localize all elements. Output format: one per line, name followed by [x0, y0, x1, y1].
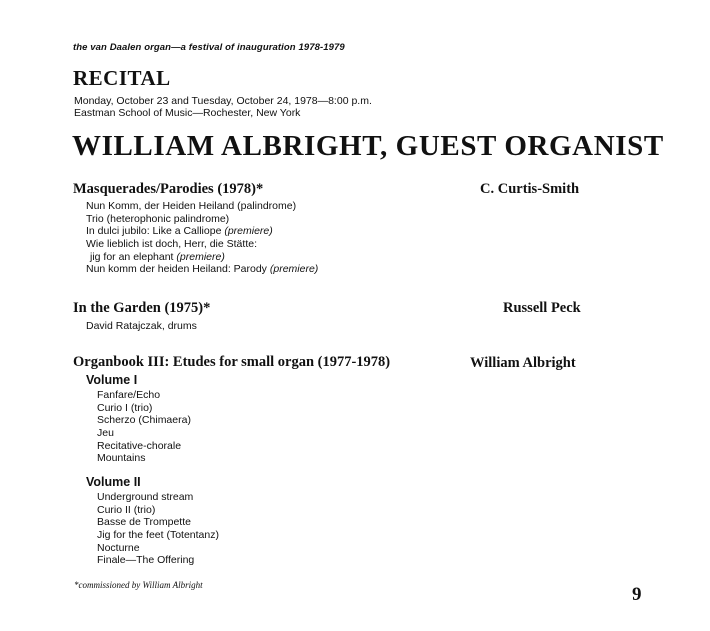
premiere-note: (premiere): [224, 225, 273, 238]
list-item: Jig for the feet (Totentanz): [97, 529, 219, 542]
volume-1-label: Volume I: [86, 373, 138, 387]
volume-2-label: Volume II: [86, 475, 141, 489]
list-item: Underground stream: [97, 491, 194, 503]
list-item: Finale—The Offering: [97, 554, 195, 567]
list-item: Nocturne: [97, 541, 140, 554]
venue-line: Eastman School of Music—Rochester, New York: [74, 106, 301, 119]
event-details: [74, 96, 372, 119]
list-item: Recitative-chorale: [97, 439, 182, 452]
dates-line: Monday, October 23 and Tuesday, October 24, 1978—8:00 p.m.: [74, 95, 372, 107]
premiere-note: (premiere): [176, 250, 225, 263]
list-item: Trio (heterophonic palindrome): [86, 212, 230, 225]
work-title-organbook: Organbook III: Etudes for small organ (1977-1978): [73, 354, 391, 370]
list-item: Mountains: [97, 452, 146, 465]
work-title-masquerades: Masquerades/Parodies (1978)*: [73, 181, 264, 197]
composer-albright: William Albright: [470, 355, 576, 371]
list-item: jig for an elephant (premiere): [90, 250, 225, 263]
list-item: Wie lieblich ist doch, Herr, die Stätte:: [86, 238, 257, 251]
section-title: RECITAL: [73, 66, 171, 90]
list-item: David Ratajczak, drums: [86, 320, 197, 332]
list-item: In dulci jubilo: Like a Calliope (premiere): [86, 225, 273, 238]
list-item: Basse de Trompette: [97, 516, 191, 529]
list-item: Nun Komm, der Heiden Heiland (palindrome): [86, 200, 297, 212]
list-item: Scherzo (Chimaera): [97, 414, 191, 427]
list-item: Curio II (trio): [97, 503, 156, 516]
list-item: Nun komm der heiden Heiland: Parody (premiere): [86, 263, 319, 276]
festival-header: the van Daalen organ—a festival of inauguration 1978-1979: [73, 42, 345, 53]
footnote: *commissioned by William Albright: [74, 580, 203, 590]
volume-1-pieces: [97, 389, 191, 465]
main-title: WILLIAM ALBRIGHT, GUEST ORGANIST: [72, 130, 664, 162]
list-item: Curio I (trio): [97, 401, 153, 414]
composer-peck: Russell Peck: [503, 300, 581, 316]
volume-2-pieces: [97, 491, 219, 567]
list-item: Jeu: [97, 427, 114, 440]
list-item: Fanfare/Echo: [97, 389, 161, 401]
page-number: 9: [632, 584, 642, 605]
work-items-garden: [86, 320, 197, 333]
work-title-in-the-garden: In the Garden (1975)*: [73, 300, 211, 316]
work-items-masquerades: [86, 200, 318, 276]
premiere-note: (premiere): [269, 263, 319, 276]
composer-curtis-smith: C. Curtis-Smith: [480, 181, 580, 197]
